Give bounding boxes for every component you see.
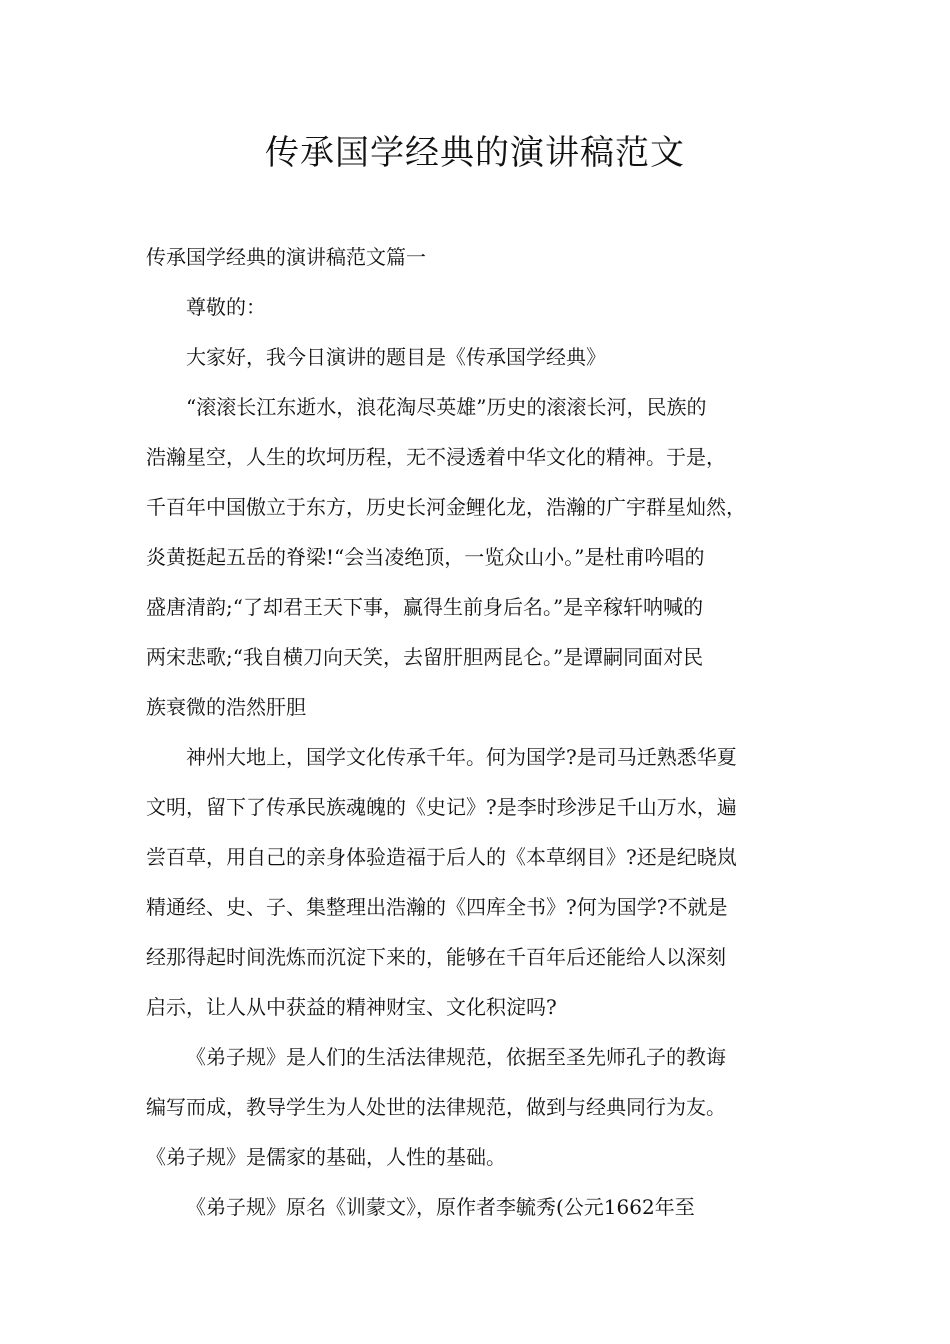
paragraph-history — [146, 382, 812, 732]
paragraph-line: 千百年中国傲立于东方，历史长河金鲤化龙，浩瀚的广宇群星灿然， — [146, 495, 746, 519]
paragraph-line: “滚滚长江东逝水，浪花淘尽英雄”历史的滚滚长河，民族的 — [186, 395, 707, 419]
paragraph-line: 神州大地上，国学文化传承千年。何为国学?是司马迁熟悉华夏 — [186, 745, 737, 769]
paragraph-line: 《弟子规》原名《训蒙文》，原作者李毓秀(公元1662年至 — [186, 1195, 695, 1219]
paragraph-line: 浩瀚星空，人生的坎坷历程，无不浸透着中华文化的精神。于是， — [146, 445, 726, 469]
paragraph-line: 文明，留下了传承民族魂魄的《史记》?是李时珍涉足千山万水，遍 — [146, 795, 737, 819]
paragraph-line: 炎黄挺起五岳的脊梁!“会当凌绝顶，一览众山小。”是杜甫吟唱的 — [146, 545, 705, 569]
greeting: 大家好，我今日演讲的题目是《传承国学经典》 — [186, 345, 606, 369]
paragraph-line: 精通经、史、子、集整理出浩瀚的《四库全书》?何为国学?不就是 — [146, 895, 728, 919]
paragraph-dizigui — [146, 1032, 812, 1182]
paragraph-origin — [146, 1182, 812, 1232]
paragraph-line: 《弟子规》是儒家的基础，人性的基础。 — [146, 1145, 506, 1169]
paragraph-line: 两宋悲歌;“我自横刀向天笑，去留肝胆两昆仑。”是谭嗣同面对民 — [146, 645, 704, 669]
document-title: 传承国学经典的演讲稿范文 — [265, 133, 685, 173]
salutation: 尊敬的： — [186, 295, 266, 319]
paragraph-line: 盛唐清韵;“了却君王天下事，赢得生前身后名。”是辛稼轩呐喊的 — [146, 595, 704, 619]
paragraph-line: 启示，让人从中获益的精神财宝、文化积淀吗? — [146, 995, 557, 1019]
section-heading: 传承国学经典的演讲稿范文篇一 — [146, 245, 426, 269]
paragraph-line: 族衰微的浩然肝胆 — [146, 695, 306, 719]
paragraph-guoxue — [146, 732, 812, 1032]
paragraph-line: 《弟子规》是人们的生活法律规范，依据至圣先师孔子的教诲 — [186, 1045, 726, 1069]
paragraph-line: 尝百草，用自己的亲身体验造福于后人的《本草纲目》?还是纪晓岚 — [146, 845, 737, 869]
paragraph-line: 编写而成，教导学生为人处世的法律规范，做到与经典同行为友。 — [146, 1095, 726, 1119]
paragraph-line: 经那得起时间洗炼而沉淀下来的，能够在千百年后还能给人以深刻 — [146, 945, 726, 969]
document-body — [146, 232, 812, 1232]
